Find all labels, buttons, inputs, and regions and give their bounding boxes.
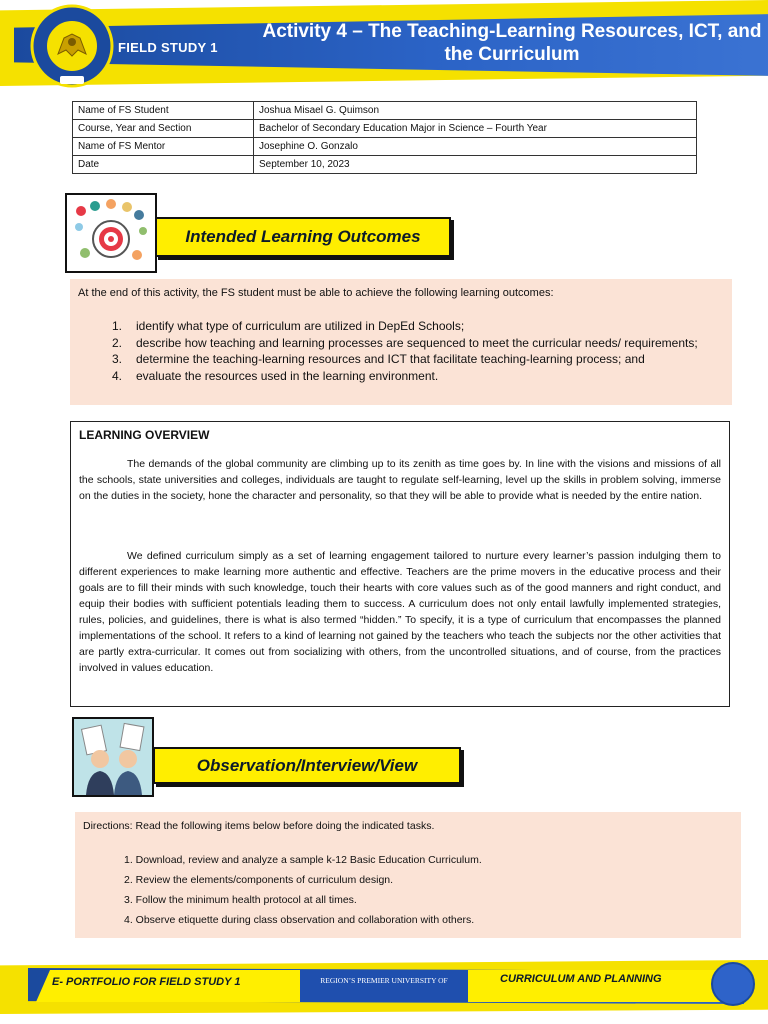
footer-university-label: REGION’S PREMIER UNIVERSITY OF — [300, 970, 468, 1002]
info-key: Name of FS Student — [73, 102, 254, 120]
list-item: 3. Follow the minimum health protocol at all times. — [124, 894, 357, 906]
info-key: Course, Year and Section — [73, 120, 254, 138]
overview-paragraph-1: The demands of the global community are climbing up to its zenith as time goes by. In line with the visions and missions of all the schools, state universities and colleges, individuals are taught to regulate self-learning, level up the skills in problem solving, immerse on the duties in the society, hone the character and personality, so that they will be able to provide what is needed by the entire nation. — [79, 458, 721, 502]
overview-heading: LEARNING OVERVIEW — [79, 428, 210, 442]
info-value: September 10, 2023 — [254, 156, 697, 174]
list-item: 4. Observe etiquette during class observation and collaboration with others. — [124, 914, 475, 926]
header-subtitle: FIELD STUDY 1 — [118, 40, 218, 55]
learning-outcomes-illustration — [65, 193, 157, 273]
table-row — [73, 120, 697, 138]
footer-circle-emblem — [711, 962, 755, 1006]
learning-overview-box — [70, 421, 730, 707]
ilo-heading-box — [155, 217, 451, 257]
info-value: Joshua Misael G. Quimson — [254, 102, 697, 120]
list-item: 1. Download, review and analyze a sample k-12 Basic Education Curriculum. — [124, 854, 482, 866]
directions-list — [124, 850, 482, 930]
target-icon — [67, 195, 155, 271]
header — [0, 0, 768, 92]
ilo-heading: Intended Learning Outcomes — [185, 227, 421, 246]
list-item: 2. describe how teaching and learning processes are sequenced to meet the curricular needs/ requirements; — [112, 335, 698, 350]
observation-heading-box — [153, 747, 461, 784]
ilo-list — [104, 318, 698, 384]
page-title: Activity 4 – The Teaching-Learning Resources, ICT, and the Curriculum — [262, 21, 762, 65]
student-info-table — [72, 101, 697, 174]
footer-course-label: CURRICULUM AND PLANNING — [500, 973, 662, 985]
info-value: Josephine O. Gonzalo — [254, 138, 697, 156]
info-value: Bachelor of Secondary Education Major in Science – Fourth Year — [254, 120, 697, 138]
table-row — [73, 156, 697, 174]
ilo-lead: At the end of this activity, the FS student must be able to achieve the following learning outcomes: — [78, 287, 554, 299]
observation-illustration — [72, 717, 154, 797]
info-key: Name of FS Mentor — [73, 138, 254, 156]
overview-paragraph-2: We defined curriculum simply as a set of learning engagement tailored to nurture every learner’s passion indulging them to different experiences to make learning more authentic and effective. Teachers are the prime movers in the educative process and their goals are to fill their minds with such knowledge, touch their hearts with core values such as of the good manners and right conduct, and equip their bodies with sufficient potentials leading them to success. A curriculum does not only entail lawfully implemented strategies, rules, policies, and guidelines, there is what is also termed “hidden.” To specify, it is a type of curriculum that encompasses the planned implementations of the school. It refers to a kind of learning not gained by the teachers who teach the subjects nor the other activities that are partly extra-curricular. It comes out from socializing with others, from the uncontrolled situations, and of course, from the practices involved in values education. — [79, 550, 721, 674]
observation-heading: Observation/Interview/View — [196, 755, 418, 775]
table-row — [73, 138, 697, 156]
list-item: 3. determine the teaching-learning resources and ICT that facilitate teaching-learning process; and — [112, 352, 645, 366]
list-item: 1. identify what type of curriculum are utilized in DepEd Schools; — [112, 319, 465, 333]
interview-people-icon — [74, 719, 152, 795]
table-row — [73, 102, 697, 120]
footer-portfolio-label: E- PORTFOLIO FOR FIELD STUDY 1 — [52, 976, 241, 988]
university-seal-logo — [30, 4, 114, 88]
list-item: 4. evaluate the resources used in the learning environment. — [112, 368, 439, 383]
list-item: 2. Review the elements/components of curriculum design. — [124, 874, 394, 886]
observation-lead: Directions: Read the following items below before doing the indicated tasks. — [83, 820, 435, 832]
info-key: Date — [73, 156, 254, 174]
